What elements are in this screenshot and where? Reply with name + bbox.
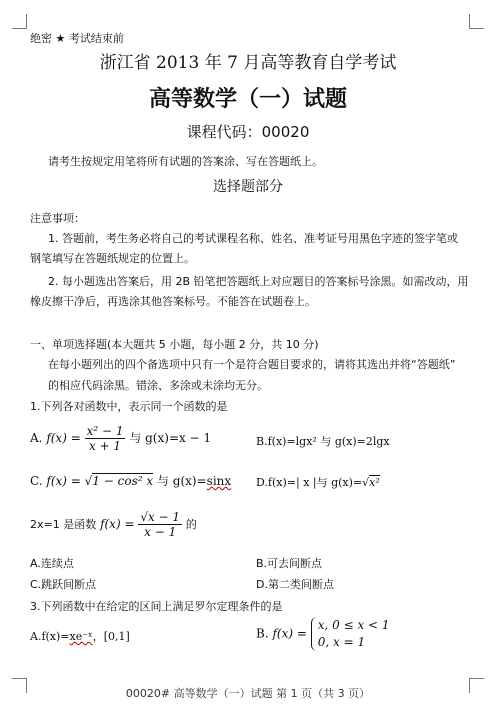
fraction-numerator: √x − 1 xyxy=(140,510,181,524)
crop-mark-top-left xyxy=(12,14,27,29)
part1-instruction-line-2: 的相应代码涂黑。错涂、多涂或未涂均无分。 xyxy=(48,379,268,392)
fraction-denominator: x + 1 xyxy=(88,439,122,453)
q1-option-c xyxy=(30,472,231,489)
section-title: 选择题部分 xyxy=(213,179,283,195)
option-text: A.f(x)= xyxy=(30,630,70,643)
fraction xyxy=(138,510,182,539)
function-expression: xe⁻ˣ xyxy=(69,630,93,643)
q1-stem: 1.下列各对函数中，表示同一个函数的是 xyxy=(30,400,228,413)
function-f: f(x) = xyxy=(100,517,139,531)
q2-option-d: D.第二类间断点 xyxy=(256,578,334,591)
q1-option-a xyxy=(30,424,211,453)
page-title: 高等数学（一）试题 xyxy=(148,87,347,112)
q3-stem: 3.下列函数中在给定的区间上满足罗尔定理条件的是 xyxy=(30,600,283,613)
notes-heading: 注意事项： xyxy=(30,212,85,225)
option-tail: 与 g(x)=x − 1 xyxy=(129,431,212,445)
q2-suffix: 的 xyxy=(185,518,197,531)
exam-title: 浙江省 2013 年 7 月高等教育自学考试 xyxy=(99,53,397,73)
function-f: f(x) = xyxy=(272,626,311,641)
function-f: f(x) = xyxy=(46,474,85,488)
q2-prefix: 2x=1 是函数 xyxy=(30,518,97,531)
piecewise-brace xyxy=(311,617,390,651)
course-code: 课程代码：00020 xyxy=(186,123,310,141)
sqrt-icon: √ xyxy=(84,474,93,488)
option-mid: 与 g(x)= xyxy=(156,474,207,488)
fraction xyxy=(85,424,126,453)
piecewise-case-2: 0, x = 1 xyxy=(317,635,366,649)
fraction-numerator: x² − 1 xyxy=(86,424,124,438)
secret-label: 绝密 ★ 考试结束前 xyxy=(30,32,124,45)
part1-instruction-line-1: 在每小题列出的四个备选项中只有一个是符合题目要求的，请将其选出并将“答题纸” xyxy=(48,358,456,371)
note-2-line-1: 2. 每小题选出答案后，用 2B 铅笔把答题纸上对应题目的答案标号涂黑。如需改动，用 xyxy=(48,275,469,288)
note-2-line-2: 橡皮擦干净后，再选涂其他答案标号。不能答在试题卷上。 xyxy=(30,295,316,308)
q2-option-c: C.跳跃间断点 xyxy=(30,578,97,591)
option-label: B. xyxy=(256,626,269,641)
option-interval: ，[0,1] xyxy=(92,630,130,643)
q2-option-b: B.可去间断点 xyxy=(256,557,323,570)
note-1-line-2: 钢笔填写在答题纸规定的位置上。 xyxy=(30,252,195,265)
q1-option-d xyxy=(256,474,380,490)
note-1-line-1: 1. 答题前，考生务必将自己的考试课程名称、姓名、准考证号用黑色字迹的签字笔或 xyxy=(48,232,458,245)
fraction-denominator: x − 1 xyxy=(144,525,177,539)
q2-stem xyxy=(30,510,197,539)
q1-option-b: B.f(x)=lgx² 与 g(x)=2lgx xyxy=(256,435,390,448)
q3-option-a xyxy=(30,628,130,644)
sqrt-icon: √ xyxy=(362,476,370,489)
radicand: x² xyxy=(369,476,380,489)
crop-mark-top-right xyxy=(469,14,484,29)
q3-option-b xyxy=(256,617,390,651)
notice-text: 请考生按规定用笔将所有试题的答案涂、写在答题纸上。 xyxy=(48,155,323,168)
option-text: D.f(x)=| x |与 g(x)= xyxy=(256,476,363,489)
piecewise-case-1: x, 0 ≤ x < 1 xyxy=(317,618,390,632)
function-f: f(x) = xyxy=(46,431,85,445)
part1-heading: 一、单项选择题(本大题共 5 小题，每小题 2 分，共 10 分) xyxy=(30,338,319,351)
radicand: 1 − cos² x xyxy=(92,474,154,488)
sinx-text: sinx xyxy=(206,474,232,488)
option-label: C. xyxy=(30,474,43,488)
option-label: A. xyxy=(30,431,43,445)
page-footer: 00020# 高等数学（一）试题 第 1 页（共 3 页） xyxy=(125,687,371,700)
q2-option-a: A.连续点 xyxy=(30,557,74,570)
